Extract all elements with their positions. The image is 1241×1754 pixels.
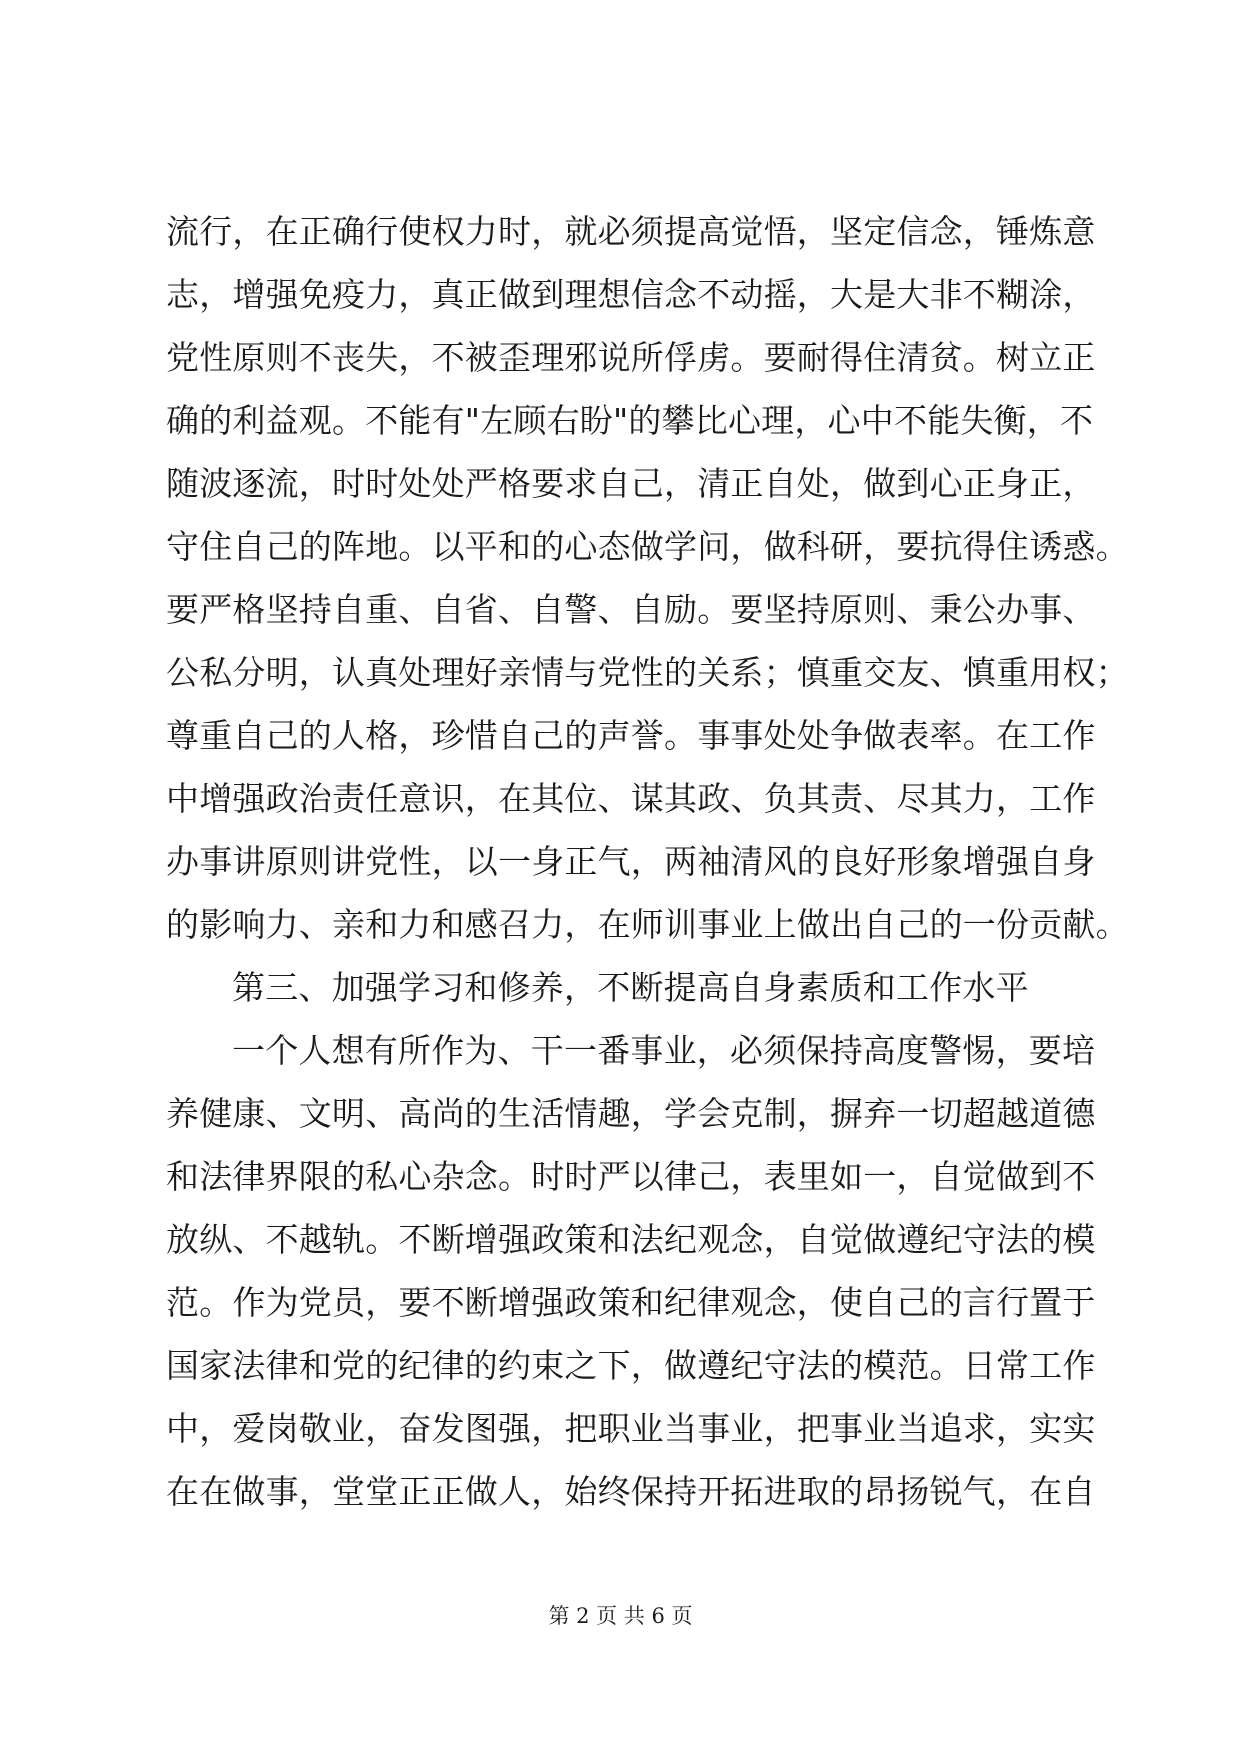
text-line: 一个人想有所作为、干一番事业，必须保持高度警惕，要培 [232,1031,1096,1070]
body-text [166,200,1129,1523]
text-line: 放纵、不越轨。不断增强政策和法纪观念，自觉做遵纪守法的模 [166,1220,1096,1259]
text-line: 守住自己的阵地。以平和的心态做学问，做科研，要抗得住诱惑。 [166,527,1129,566]
text-line: 在在做事，堂堂正正做人，始终保持开拓进取的昂扬锐气，在自 [166,1472,1096,1511]
text-line: 和法律界限的私心杂念。时时严以律己，表里如一，自觉做到不 [166,1157,1096,1196]
text-line: 尊重自己的人格，珍惜自己的声誉。事事处处争做表率。在工作 [166,716,1096,755]
text-line: 要严格坚持自重、自省、自警、自励。要坚持原则、秉公办事、 [166,590,1096,629]
text-line: 中，爱岗敬业，奋发图强，把职业当事业，把事业当追求，实实 [166,1409,1096,1448]
text-line: 养健康、文明、高尚的生活情趣，学会克制，摒弃一切超越道德 [166,1094,1096,1133]
text-line: 确的利益观。不能有"左顾右盼"的攀比心理，心中不能失衡，不 [166,401,1094,440]
text-line: 志，增强免疫力，真正做到理想信念不动摇，大是大非不糊涂， [166,275,1096,314]
section-heading: 第三、加强学习和修养，不断提高自身素质和工作水平 [232,968,1029,1007]
text-line: 公私分明，认真处理好亲情与党性的关系；慎重交友、慎重用权； [166,653,1129,692]
text-line: 办事讲原则讲党性，以一身正气，两袖清风的良好形象增强自身 [166,842,1096,881]
page-number-footer: 第 2 页 共 6 页 [548,1604,693,1628]
text-line: 党性原则不丧失，不被歪理邪说所俘虏。要耐得住清贫。树立正 [166,338,1096,377]
text-line: 中增强政治责任意识，在其位、谋其政、负其责、尽其力，工作 [166,779,1096,818]
text-line: 范。作为党员，要不断增强政策和纪律观念，使自己的言行置于 [166,1283,1096,1322]
text-line: 随波逐流，时时处处严格要求自己，清正自处，做到心正身正， [166,464,1096,503]
text-line: 国家法律和党的纪律的约束之下，做遵纪守法的模范。日常工作 [166,1346,1096,1385]
text-line: 流行，在正确行使权力时，就必须提高觉悟，坚定信念，锤炼意 [166,212,1096,251]
text-line: 的影响力、亲和力和感召力，在师训事业上做出自己的一份贡献。 [166,905,1129,944]
